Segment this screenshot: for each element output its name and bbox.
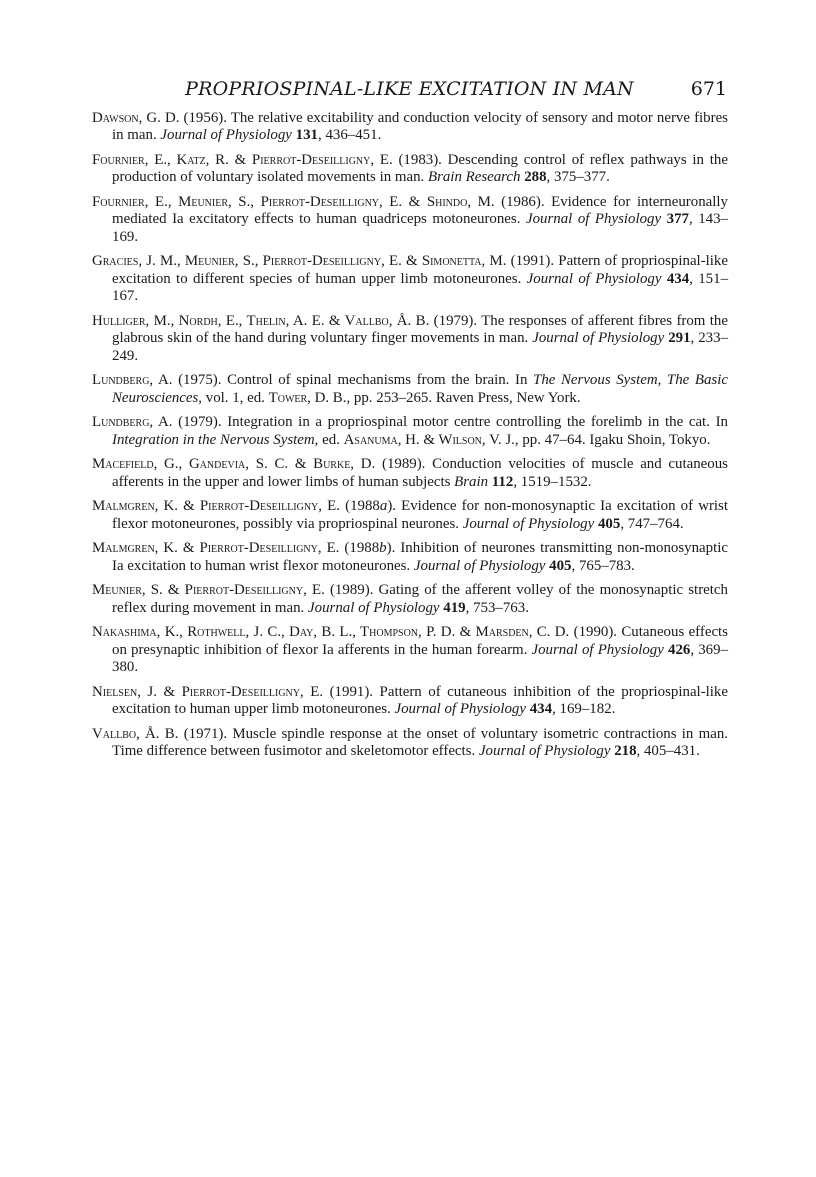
ref-pages: 765–783. (578, 557, 635, 574)
ref-volume: 291 (668, 330, 691, 347)
ref-journal: Journal of Physiology (308, 599, 440, 616)
ref-volume: 405 (549, 557, 572, 574)
page-number: 671 (690, 78, 727, 100)
ref-year: (1991). (329, 683, 374, 700)
ref-authors: Meunier, S. & Pierrot-Deseilligny, E. (92, 582, 325, 599)
ref-journal: Journal of Physiology (532, 330, 665, 347)
ref-pages: 369–380. (112, 641, 729, 676)
ref-title: Muscle spindle response at the onset of voluntary isometric contractions in man. Time difference between fusimotor and skeletomotor effects. (112, 725, 728, 760)
ref-year: (1975). (178, 372, 222, 389)
reference-item: Malmgren, K. & Pierrot-Deseilligny, E. (1988a). Evidence for non-monosynaptic Ia excitation of wrist flexor motoneurones, possibly via propriospinal neurones. Journal of Physiology 405, 747–764. (92, 498, 728, 532)
reference-list (92, 110, 728, 768)
ref-year: (1990). (573, 624, 618, 641)
ref-pages: 753–763. (473, 599, 529, 616)
ref-year: (1956). (183, 110, 227, 126)
ref-year: (1988 (344, 540, 380, 557)
ref-pages: 405–431. (643, 743, 700, 760)
ref-volume: 405 (597, 515, 621, 532)
ref-year-close: ). (387, 498, 396, 515)
ref-authors: Fournier, E., Katz, R. & Pierrot-Deseilligny, E. (92, 152, 393, 168)
ref-year: (1989). (381, 456, 426, 473)
ref-detail: , pp. 253–265. Raven Press, New York. (346, 389, 581, 406)
ref-title: The relative excitability and conduction velocity of sensory and motor nerve fibres in man. (112, 110, 728, 144)
ref-year-suffix: a (379, 498, 388, 515)
ref-year-suffix: b (379, 540, 387, 557)
ref-authors: Malmgren, K. & Pierrot-Deseilligny, E. (92, 540, 340, 557)
running-head (92, 78, 727, 102)
ref-journal: Brain Research (427, 169, 521, 186)
reference-item: Macefield, G., Gandevia, S. C. & Burke, D. (1989). Conduction velocities of muscle and cutaneous afferents in the upper and lower limbs of human subjects Brain 112, 1519–1532. (92, 456, 728, 490)
reference-item: Dawson, G. D. (1956). The relative excitability and conduction velocity of sensory and motor nerve fibres in man. Journal of Physiology 131, 436–451. (92, 110, 728, 144)
reference-item: Malmgren, K. & Pierrot-Deseilligny, E. (1988b). Inhibition of neurones transmitting non-monosynaptic Ia excitation to human wrist flexor motoneurones. Journal of Physiology 405, 765–783. (92, 540, 728, 574)
reference-item: Fournier, E., Katz, R. & Pierrot-Deseilligny, E. (1983). Descending control of reflex pathways in the production of voluntary isolated movements in man. Brain Research 288, 375–377. (92, 152, 728, 186)
ref-year: (1986). (501, 194, 545, 210)
ref-editors: Tower, D. B. (268, 389, 347, 406)
ref-title: Evidence for interneuronally mediated Ia excitatory effects to human quadriceps motoneurones. (112, 194, 728, 228)
ref-pages: 1519–1532. (520, 473, 592, 490)
ref-authors: Lundberg, A. (92, 372, 173, 389)
ref-volume: 131 (295, 127, 318, 144)
ref-year-close: ). (386, 540, 396, 557)
ref-authors: Fournier, E., Meunier, S., Pierrot-Deseilligny, E. & Shindo, M. (92, 194, 495, 210)
reference-item: Nakashima, K., Rothwell, J. C., Day, B. L., Thompson, P. D. & Marsden, C. D. (1990). Cutaneous effects on presynaptic inhibition of flexor Ia afferents in the human forearm. Journal of Physiology 426, 369–380. (92, 624, 729, 676)
ref-volume: 112 (491, 473, 514, 490)
ref-authors: Malmgren, K. & Pierrot-Deseilligny, E. (92, 498, 340, 515)
ref-year: (1979). (433, 312, 478, 329)
ref-detail: , ed. (314, 431, 340, 448)
ref-pages: 375–377. (554, 169, 610, 186)
ref-year: (1979). (178, 414, 222, 431)
ref-title: Conduction velocities of muscle and cutaneous afferents in the upper and lower limbs of human subjects (112, 456, 728, 490)
ref-title: Descending control of reflex pathways in the production of voluntary isolated movements in man. (112, 152, 728, 186)
ref-pages: 143–169. (112, 211, 728, 245)
ref-editors: Asanuma, H. & Wilson, V. J. (343, 431, 515, 448)
ref-title: Pattern of cutaneous inhibition of the propriospinal-like excitation to human upper limb motoneurones. (112, 683, 728, 718)
ref-authors: Gracies, J. M., Meunier, S., Pierrot-Deseilligny, E. & Simonetta, M. (92, 253, 507, 270)
ref-volume: 434 (666, 270, 690, 287)
ref-book-title: The Nervous System, The Basic Neurosciences (112, 372, 728, 406)
ref-detail: , vol. 1, ed. (198, 389, 265, 406)
ref-journal: Brain (454, 473, 489, 490)
ref-journal: Journal of Physiology (478, 743, 611, 760)
ref-authors: Lundberg, A. (92, 414, 173, 431)
ref-authors: Macefield, G., Gandevia, S. C. & Burke, D. (92, 456, 376, 473)
ref-year: (1989). (329, 582, 374, 599)
reference-item (92, 414, 728, 449)
ref-journal: Journal of Physiology (525, 211, 662, 228)
ref-volume: 426 (668, 641, 691, 658)
ref-title: Evidence for non-monosynaptic Ia excitation of wrist flexor motoneurones, possibly via propriospinal neurones. (112, 498, 728, 532)
ref-journal: Journal of Physiology (531, 641, 664, 658)
reference-item (92, 372, 728, 407)
running-title: PROPRIOSPINAL-LIKE EXCITATION IN MAN (185, 78, 634, 100)
reference-item: Meunier, S. & Pierrot-Deseilligny, E. (1989). Gating of the afferent volley of the monosynaptic stretch reflex during movement in man. Journal of Physiology 419, 753–763. (92, 582, 728, 616)
ref-volume: 377 (666, 211, 689, 228)
ref-title: Control of spinal mechanisms from the brain. In (227, 372, 528, 389)
ref-volume: 288 (524, 169, 547, 186)
reference-item: Nielsen, J. & Pierrot-Deseilligny, E. (1991). Pattern of cutaneous inhibition of the propriospinal-like excitation to human upper limb motoneurones. Journal of Physiology 434, 169–182. (92, 683, 728, 718)
ref-detail: , pp. 47–64. Igaku Shoin, Tokyo. (514, 431, 711, 448)
ref-journal: Journal of Physiology (526, 270, 662, 287)
ref-authors: Nielsen, J. & Pierrot-Deseilligny, E. (92, 683, 324, 700)
ref-year: (1988 (345, 498, 380, 515)
ref-year: (1983). (398, 152, 442, 168)
ref-volume: 434 (529, 701, 553, 718)
ref-title: Inhibition of neurones transmitting non-monosynaptic Ia excitation to human wrist flexor motoneurones. (112, 540, 728, 574)
ref-pages: 169–182. (559, 701, 616, 718)
ref-year: (1991). (510, 253, 555, 270)
ref-pages: 436–451. (325, 127, 382, 144)
ref-title: Pattern of propriospinal-like excitation to different species of human upper limb motoneurones. (112, 253, 728, 287)
ref-journal: Journal of Physiology (413, 557, 546, 574)
ref-volume: 419 (443, 599, 466, 616)
ref-pages: 233–249. (112, 330, 729, 364)
ref-title: The responses of afferent fibres from the glabrous skin of the hand during voluntary finger movements in man. (112, 312, 728, 347)
ref-journal: Journal of Physiology (462, 515, 595, 532)
ref-title: Cutaneous effects on presynaptic inhibition of flexor Ia afferents in the human forearm. (112, 624, 728, 658)
ref-journal: Journal of Physiology (394, 701, 526, 718)
ref-book-title: Integration in the Nervous System (112, 431, 315, 448)
reference-item: Hulliger, M., Nordh, E., Thelin, A. E. & Vallbo, Å. B. (1979). The responses of afferent fibres from the glabrous skin of the hand during voluntary finger movements in man. Journal of Physiology 291, 233–249. (92, 312, 729, 364)
ref-title: Integration in a propriospinal motor centre controlling the forelimb in the cat. In (227, 414, 728, 431)
ref-authors: Nakashima, K., Rothwell, J. C., Day, B. L., Thompson, P. D. & Marsden, C. D. (92, 624, 570, 641)
ref-authors: Hulliger, M., Nordh, E., Thelin, A. E. & Vallbo, Å. B. (92, 312, 430, 329)
reference-item: Vallbo, Å. B. (1971). Muscle spindle response at the onset of voluntary isometric contractions in man. Time difference between fusimotor and skeletomotor effects. Journal of Physiology 218, 405–431. (92, 725, 728, 760)
ref-year: (1971). (183, 725, 228, 742)
ref-journal: Journal of Physiology (160, 127, 292, 144)
ref-pages: 151–167. (112, 270, 729, 305)
ref-authors: Dawson, G. D. (92, 110, 180, 126)
ref-volume: 218 (614, 743, 637, 760)
reference-item: Fournier, E., Meunier, S., Pierrot-Deseilligny, E. & Shindo, M. (1986). Evidence for interneuronally mediated Ia excitatory effects to human quadriceps motoneurones. Journal of Physiology 377, 143–169. (92, 194, 728, 245)
ref-pages: 747–764. (627, 515, 684, 532)
ref-title: Gating of the afferent volley of the monosynaptic stretch reflex during movement in man. (112, 582, 728, 616)
reference-item: Gracies, J. M., Meunier, S., Pierrot-Deseilligny, E. & Simonetta, M. (1991). Pattern of propriospinal-like excitation to different species of human upper limb motoneurones. Journal of Physiology 434, 151–167. (92, 253, 729, 305)
ref-authors: Vallbo, Å. B. (92, 725, 179, 742)
